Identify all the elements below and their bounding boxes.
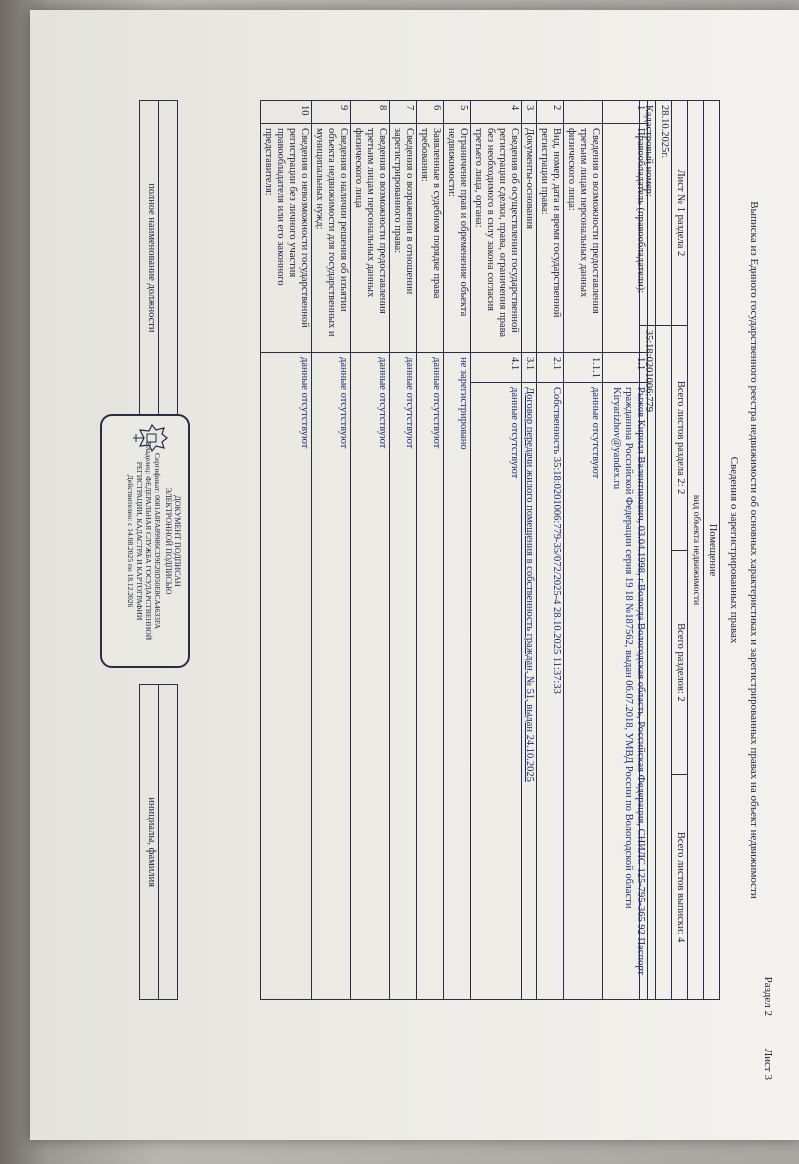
sheet-label: Лист № 1 раздела 2 — [672, 101, 688, 326]
row-number: 4 — [471, 101, 522, 124]
row-number: 8 — [351, 101, 390, 124]
row-label: Сведения об осуществлении государственной регистрации сделки, права, ограничения права без необходимого в силу закона согласия третьего лица, органа: — [471, 124, 522, 353]
extract-date: 28.10.2025г. — [656, 101, 672, 326]
row-number: 1 — [603, 101, 648, 124]
coat-of-arms-icon — [130, 424, 170, 452]
row-number: 6 — [417, 101, 444, 124]
object-type-caption: вид объекта недвижимости — [688, 101, 704, 1000]
row-value: данные отсутствуют — [390, 353, 417, 1000]
sheet-number: Лист 3 — [762, 1048, 774, 1080]
table-row — [261, 101, 312, 1000]
table-row — [390, 101, 417, 1000]
row-subnumber: 1.1.1 — [564, 353, 603, 383]
row-label: Сведения о невозможности государственной регистрации без личного участия правообладателя или его законного представителя: — [261, 124, 312, 353]
electronic-signature-stamp — [100, 414, 190, 668]
header-table — [639, 100, 720, 1000]
section-number: Раздел 2 — [762, 976, 774, 1016]
row-number: 9 — [312, 101, 351, 124]
stamp-line-4: Владелец: ФЕДЕРАЛЬНАЯ СЛУЖБА ГОСУДАРСТВЕННОЙ — [144, 441, 153, 641]
row-label: Вид, номер, дата и время государственной регистрации права: — [537, 124, 564, 353]
sheets-total-extract: Всего листов выписки: 4 — [672, 775, 688, 1000]
row-label: Документы-основания — [522, 124, 537, 353]
rights-table — [260, 100, 648, 1000]
table-row — [537, 101, 564, 1000]
table-row — [417, 101, 444, 1000]
row-label: Ограничение прав и обременение объекта недвижимости: — [444, 124, 471, 353]
row-label: Сведения о возможности предоставления третьим лицам персональных данных физического лица — [351, 124, 390, 353]
sheets-total-section: Всего листов раздела 2: 2 — [672, 325, 688, 550]
cadastral-label: Кадастровый номер: — [640, 101, 656, 326]
cadastral-value: 35:18:0201006:779 — [640, 325, 656, 999]
row-number — [564, 101, 603, 124]
row-value: Рыжов Кирилл Валентинович, 03.04.1998, г.Вологда Вологодская область, Российская Федерация, СНИЛС 125-795-365 92 Паспорт гражданина Российской Федерации серия 19 18 №187562, выдан 06.07.2018, УМВД России по Вологодской области Kiryarizhov@yandex.ru — [603, 383, 648, 1000]
stamp-line-1: ДОКУМЕНТ ПОДПИСАН — [173, 495, 182, 587]
row-label: Сведения о возражении в отношении зарегистрированного права: — [390, 124, 417, 353]
row-value: Собственность 35:18:0201006:779-35/072/2025-4 28.10.2025 11:37:33 — [537, 383, 564, 1000]
row-value: данные отсутствуют — [564, 383, 603, 1000]
row-label: Сведения о возможности предоставления третьим лицам персональных данных физического лица: — [564, 124, 603, 353]
row-number: 7 — [390, 101, 417, 124]
row-value: данные отсутствуют — [471, 383, 522, 1000]
object-type: Помещение — [704, 101, 720, 1000]
row-value: данные отсутствуют — [417, 353, 444, 1000]
table-row — [444, 101, 471, 1000]
row-value: не зарегистрировано — [444, 353, 471, 1000]
row-subnumber: 1.1 — [603, 353, 648, 383]
row-label: Сведения о наличии решения об изъятии объекта недвижимости для государственных и муниципальных нужд: — [312, 124, 351, 353]
stamp-line-5: РЕГИСТРАЦИИ, КАДАСТРА И КАРТОГРАФИИ — [135, 461, 144, 621]
table-row — [351, 101, 390, 1000]
row-label: Правообладатель (правообладатели): — [603, 124, 648, 353]
initials-caption: инициалы, фамилия — [140, 685, 159, 1000]
table-row — [471, 101, 522, 1000]
stamp-line-6: Действителен: с 14.08.2025 по 18.12.2026 — [126, 474, 135, 608]
row-number: 10 — [261, 101, 312, 124]
row-subnumber: 3.1 — [522, 353, 537, 383]
row-subnumber: 2.1 — [537, 353, 564, 383]
page-corner-label — [762, 947, 774, 1080]
sections-total: Всего разделов: 2 — [672, 550, 688, 775]
row-subnumber: 4.1 — [471, 353, 522, 383]
table-row — [603, 101, 648, 1000]
row-value: данные отсутствуют — [312, 353, 351, 1000]
row-number: 2 — [537, 101, 564, 124]
row-value: Договор передачи жилого помещения в собственность граждан, № 51, выдан 24.10.2025 — [522, 383, 537, 1000]
table-row — [312, 101, 351, 1000]
page-title: Выписка из Единого государственного реестра недвижимости об основных характеристиках и зарегистрированных правах на объект недвижимости — [748, 201, 760, 899]
page-subtitle: Сведения о зарегистрированных правах — [728, 456, 740, 644]
row-value: данные отсутствуют — [351, 353, 390, 1000]
row-label: Заявленные в судебном порядке права требования: — [417, 124, 444, 353]
row-value: данные отсутствуют — [261, 353, 312, 1000]
stamp-line-2: ЭЛЕКТРОННОЙ ПОДПИСЬЮ — [164, 487, 173, 595]
document-page — [30, 10, 799, 1140]
table-row — [522, 101, 537, 1000]
table-row — [564, 101, 603, 1000]
position-caption: полное наименование должности — [140, 101, 159, 416]
row-number: 5 — [444, 101, 471, 124]
stamp-line-3: Сертификат: 0081A8FA89986CD9E20D50E8CA4633FA — [153, 452, 162, 630]
row-number: 3 — [522, 101, 537, 124]
